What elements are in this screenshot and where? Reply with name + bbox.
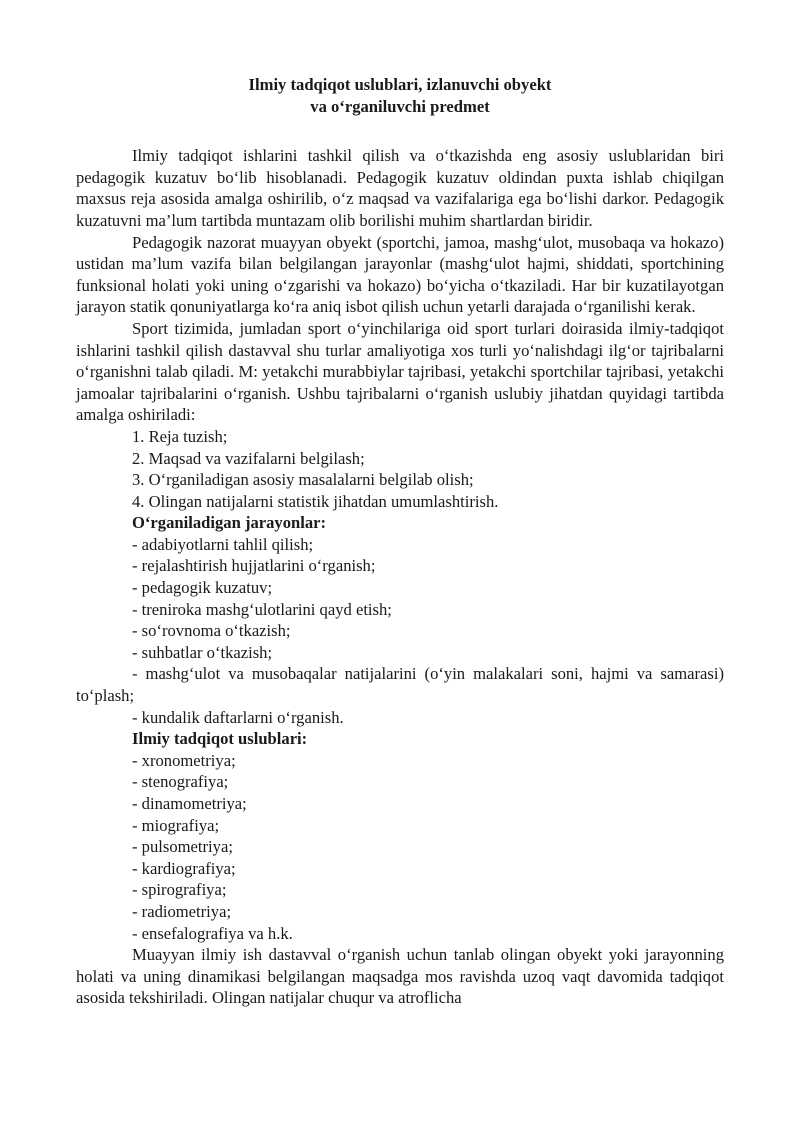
process-item: - suhbatlar o‘tkazish;	[132, 642, 273, 662]
method-item: - radiometriya;	[132, 901, 232, 921]
step-item: 1. Reja tuzish;	[132, 426, 228, 446]
step-item: 3. O‘rganiladigan asosiy masalalarni belgilab olish;	[132, 470, 474, 490]
process-item: - so‘rovnoma o‘tkazish;	[132, 621, 291, 641]
paragraph-2: Pedagogik nazorat muayyan obyekt (sportchi, jamoa, mashg‘ulot, musobaqa va hokazo) ustidan ma’lum vazifa bilan belgilangan jarayonlar (mashg‘ulot hajmi, shiddati, sportchining funksional holati yoki uning o‘zgarishi va hokazo) bo‘yicha o‘tkaziladi. Har bir kuzatilayotgan jarayon statik qonuniyatlarga ko‘ra aniq isbot qilish uchun yetarli darajada o‘rganilishi kerak.	[76, 232, 724, 317]
method-item: - ensefalografiya va h.k.	[132, 923, 293, 943]
step-item: 4. Olingan natijalarni statistik jihatdan umumlashtirish.	[132, 491, 499, 511]
method-item: - spirografiya;	[132, 880, 227, 900]
method-item: - miografiya;	[132, 815, 220, 835]
title-line-2: va o‘rganiluvchi predmet	[310, 96, 490, 116]
method-item: - kardiografiya;	[132, 858, 236, 878]
paragraph-1: Ilmiy tadqiqot ishlarini tashkil qilish va o‘tkazishda eng asosiy uslublaridan biri pedagogik kuzatuv bo‘lib hisoblanadi. Pedagogik kuzatuv oldindan puxta ishlab chiqilgan maxsus reja asosida amalga oshirilib, o‘z maqsad va vazifalariga ega bo‘lishi darkor. Pedagogik kuzatuvni ma’lum tartibda muntazam olib borilishi muhim shartlardan biridir.	[76, 146, 724, 230]
method-item: - dinamometriya;	[132, 794, 247, 813]
process-item: - pedagogik kuzatuv;	[132, 578, 273, 598]
process-item: - treniroka mashg‘ulotlarini qayd etish;	[132, 599, 392, 619]
document-title	[76, 74, 724, 117]
method-item: - stenografiya;	[132, 772, 229, 792]
process-item: - rejalashtirish hujjatlarini o‘rganish;	[132, 556, 376, 576]
process-item: - mashg‘ulot va musobaqalar natijalarini (o‘yin malakalari soni, hajmi va samarasi) to‘plash;	[76, 664, 724, 706]
processes-heading: O‘rganiladigan jarayonlar:	[132, 513, 327, 533]
step-item: 2. Maqsad va vazifalarni belgilash;	[132, 448, 365, 468]
paragraph-3: Sport tizimida, jumladan sport o‘yinchilariga oid sport turlari doirasida ilmiy-tadqiqot ishlarini tashkil qilish dastavval shu turlar amaliyotiga xos turli yo‘nalishdagi ilg‘or tajribalarni o‘rganishni talab qiladi. M: yetakchi murabbiylar tajribasi, yetakchi sportchilar tajribasi, yetakchi jamoalar tajribalarini o‘rganish. Ushbu tajribalarni o‘rganish uslubiy jihatdan quyidagi tartibda amalga oshiriladi:	[76, 318, 724, 425]
title-line-1: Ilmiy tadqiqot uslublari, izlanuvchi obyekt	[248, 75, 552, 94]
method-item: - pulsometriya;	[132, 837, 233, 857]
paragraph-4: Muayyan ilmiy ish dastavval o‘rganish uchun tanlab olingan obyekt yoki jarayonning holati va uning dinamikasi belgilangan maqsadga mos ravishda uzoq vaqt davomida tadqiqot asosida tekshiriladi. Olingan natijalar chuqur va atroflicha	[76, 945, 724, 1008]
methods-heading: Ilmiy tadqiqot uslublari:	[132, 729, 308, 749]
process-item: - adabiyotlarni tahlil qilish;	[132, 534, 314, 554]
process-item: - kundalik daftarlarni o‘rganish.	[132, 707, 344, 727]
method-item: - xronometriya;	[132, 750, 236, 770]
